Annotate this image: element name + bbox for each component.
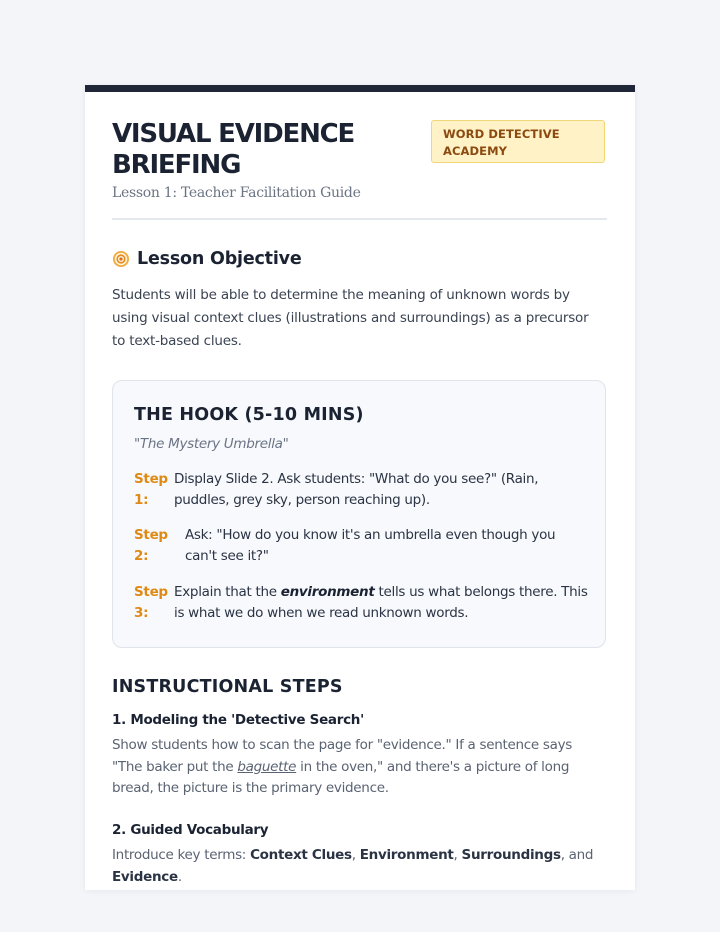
hook-step-3: [134, 582, 589, 624]
instructional-title: INSTRUCTIONAL STEPS: [112, 677, 343, 697]
para-text: Show students how to scan the page for "evidence." If a sentence says "The baker put the: [112, 737, 573, 775]
hook-title: THE HOOK (5-10 MINS): [134, 405, 364, 425]
hook-subtitle: "The Mystery Umbrella": [134, 436, 289, 452]
objective-title: Lesson Objective: [137, 249, 302, 269]
guide-page: [85, 85, 635, 890]
separator: ,: [453, 847, 462, 863]
para-text: Introduce key terms:: [112, 847, 251, 863]
step-label: Step 3:: [134, 584, 168, 621]
page-subtitle: Lesson 1: Teacher Facilitation Guide: [112, 185, 361, 201]
separator: , and: [560, 847, 594, 863]
objective-heading: [112, 249, 302, 269]
para-text: in the oven," and there's a picture of long bread, the picture is the primary evidence.: [112, 758, 570, 796]
step-text-part: Explain that the: [174, 584, 281, 600]
step-heading: 2. Guided Vocabulary: [112, 822, 269, 838]
page-title: VISUAL EVIDENCE BRIEFING: [112, 119, 355, 180]
step-text: Display Slide 2. Ask students: "What do you see?" (Rain, puddles, grey sky, person reaching up).: [174, 471, 539, 508]
header-divider: [112, 218, 607, 220]
key-term: Surroundings: [461, 847, 561, 863]
objective-text: Students will be able to determine the meaning of unknown words by using visual context clues (illustrations and surroundings) as a precursor to text-based clues.: [112, 287, 589, 349]
hook-card: [112, 380, 606, 648]
step-text-part: tells us what belongs there. This is what we do when we read unknown words.: [174, 584, 588, 621]
key-term: Evidence: [112, 868, 178, 885]
separator: ,: [351, 847, 360, 863]
key-term: Context Clues: [250, 847, 352, 863]
top-accent-bar: [85, 85, 635, 92]
key-term: Environment: [359, 847, 454, 863]
step-label: Step 1:: [134, 471, 168, 508]
separator: .: [177, 868, 182, 885]
hook-step-2: [134, 525, 589, 567]
emphasis-term: environment: [280, 584, 375, 600]
step-text: [174, 582, 589, 624]
step-text: Ask: "How do you know it's an umbrella even though you can't see it?": [185, 527, 556, 564]
vocab-term: baguette: [237, 758, 297, 775]
academy-badge: WORD DETECTIVE ACADEMY: [431, 120, 605, 163]
step-heading: 1. Modeling the 'Detective Search': [112, 712, 364, 728]
step-paragraph: [112, 735, 606, 800]
target-icon: [112, 250, 130, 268]
step-label: Step 2:: [134, 527, 168, 564]
step-paragraph: [112, 845, 606, 888]
hook-step-1: [134, 469, 589, 511]
